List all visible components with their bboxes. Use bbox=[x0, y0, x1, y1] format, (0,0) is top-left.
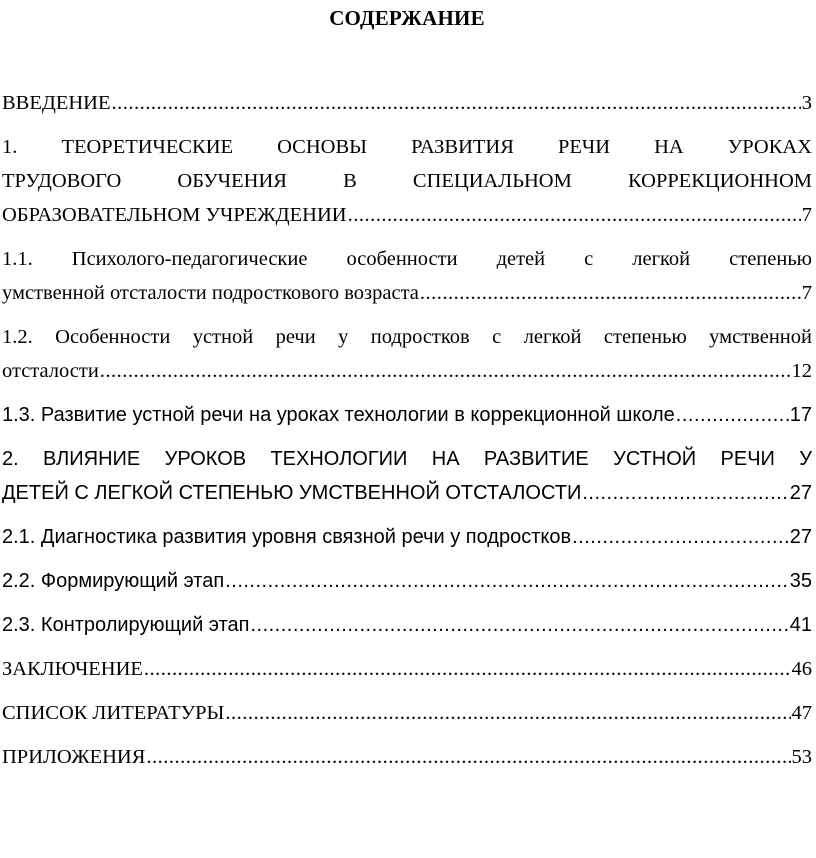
toc-page-number: 41 bbox=[789, 614, 812, 636]
toc-entry-references[interactable] bbox=[2, 696, 812, 730]
toc-page-number: 7 bbox=[801, 204, 812, 226]
toc-entry-chapter-2[interactable] bbox=[2, 442, 812, 510]
toc-leader-dots bbox=[572, 520, 789, 554]
toc-page-number: 47 bbox=[791, 702, 812, 724]
toc-entry-section-2-2[interactable] bbox=[2, 564, 812, 598]
toc-page-number: 27 bbox=[789, 526, 812, 548]
toc-entry-title: умственной отсталости подросткового возраста bbox=[2, 282, 419, 304]
toc-leader-dots bbox=[420, 276, 801, 310]
table-of-contents bbox=[2, 86, 812, 774]
toc-entry-title-line: 2. ВЛИЯНИЕ УРОКОВ ТЕХНОЛОГИИ НА РАЗВИТИЕ УСТНОЙ РЕЧИ У bbox=[2, 448, 812, 470]
toc-entry-conclusion[interactable] bbox=[2, 652, 812, 686]
toc-entry-section-1-1[interactable] bbox=[2, 242, 812, 310]
toc-page-number: 35 bbox=[789, 570, 812, 592]
toc-leader-dots bbox=[582, 476, 788, 510]
toc-entry-title-line: ТРУДОВОГО ОБУЧЕНИЯ В СПЕЦИАЛЬНОМ КОРРЕКЦИОННОМ bbox=[2, 170, 812, 192]
toc-entry-section-1-2[interactable] bbox=[2, 320, 812, 388]
toc-entry-title: ЗАКЛЮЧЕНИЕ bbox=[2, 658, 143, 680]
toc-leader-dots bbox=[225, 696, 790, 730]
toc-leader-dots bbox=[112, 86, 801, 120]
toc-page-number: 7 bbox=[801, 282, 812, 304]
toc-entry-title: 2.2. Формирующий этап bbox=[2, 570, 225, 592]
toc-entry-title: отсталости bbox=[2, 360, 99, 382]
toc-page-number: 27 bbox=[789, 482, 812, 504]
toc-entry-title: ОБРАЗОВАТЕЛЬНОМ УЧРЕЖДЕНИИ bbox=[2, 204, 347, 226]
toc-entry-appendices[interactable] bbox=[2, 740, 812, 774]
toc-entry-title: 2.1. Диагностика развития уровня связной речи у подростков bbox=[2, 526, 572, 548]
toc-entry-title-line: 1. ТЕОРЕТИЧЕСКИЕ ОСНОВЫ РАЗВИТИЯ РЕЧИ НА УРОКАХ bbox=[2, 136, 812, 158]
toc-page-number: 12 bbox=[791, 360, 812, 382]
toc-entry-section-2-1[interactable] bbox=[2, 520, 812, 554]
toc-leader-dots bbox=[250, 608, 788, 642]
page-title: СОДЕРЖАНИЕ bbox=[329, 6, 485, 30]
toc-leader-dots bbox=[100, 354, 791, 388]
toc-entry-chapter-1[interactable] bbox=[2, 130, 812, 232]
toc-leader-dots bbox=[348, 198, 801, 232]
toc-entry-introduction[interactable] bbox=[2, 86, 812, 120]
toc-leader-dots bbox=[146, 740, 790, 774]
toc-leader-dots bbox=[225, 564, 789, 598]
toc-page-number: 53 bbox=[791, 746, 812, 768]
toc-entry-section-1-3[interactable] bbox=[2, 398, 812, 432]
toc-page-number: 17 bbox=[789, 404, 812, 426]
toc-leader-dots bbox=[144, 652, 791, 686]
toc-entry-title: 2.3. Контролирующий этап bbox=[2, 614, 250, 636]
toc-entry-title: ВВЕДЕНИЕ bbox=[2, 92, 111, 114]
toc-page-number: 3 bbox=[801, 92, 812, 114]
toc-entry-title-line: 1.2. Особенности устной речи у подростков с легкой степенью умственной bbox=[2, 326, 812, 348]
toc-entry-section-2-3[interactable] bbox=[2, 608, 812, 642]
toc-entry-title: ДЕТЕЙ С ЛЕГКОЙ СТЕПЕНЬЮ УМСТВЕННОЙ ОТСТАЛОСТИ bbox=[2, 482, 582, 504]
toc-entry-title: СПИСОК ЛИТЕРАТУРЫ bbox=[2, 702, 225, 724]
toc-entry-title-line: 1.1. Психолого-педагогические особенности детей с легкой степенью bbox=[2, 248, 812, 270]
toc-page-number: 46 bbox=[791, 658, 812, 680]
toc-entry-title: ПРИЛОЖЕНИЯ bbox=[2, 746, 146, 768]
toc-leader-dots bbox=[676, 398, 789, 432]
toc-entry-title: 1.3. Развитие устной речи на уроках технологии в коррекционной школе bbox=[2, 404, 675, 426]
